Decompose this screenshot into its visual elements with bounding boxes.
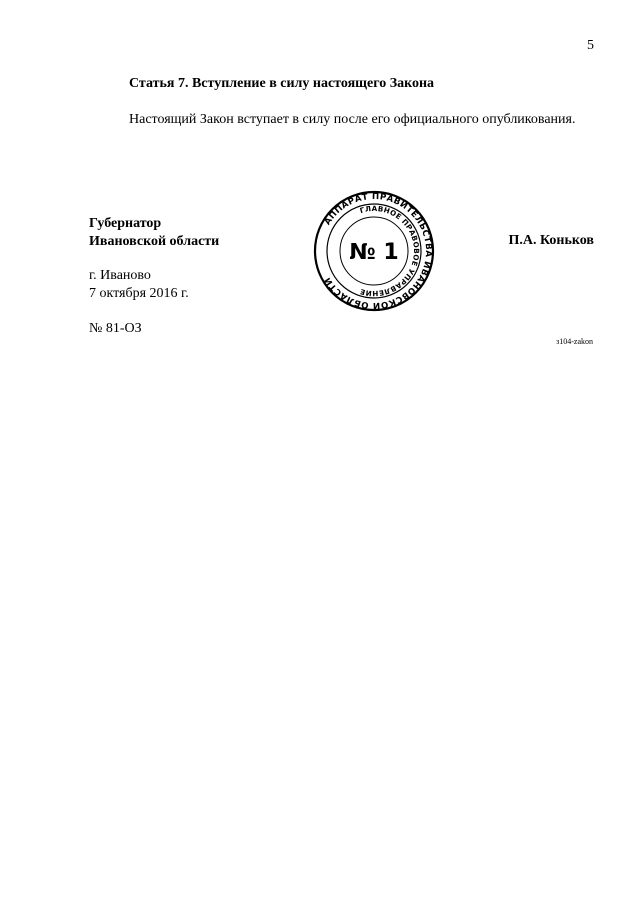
signer-title-line-1: Губернатор <box>89 216 162 231</box>
date: 7 октября 2016 г. <box>89 286 189 301</box>
place: г. Иваново <box>89 268 151 283</box>
article-heading: Статья 7. Вступление в силу настоящего Закона <box>129 76 435 91</box>
stamp-center-number: № 1 <box>349 240 399 265</box>
page-number: 5 <box>587 38 594 53</box>
article-body: Настоящий Закон вступает в силу после его официального опубликования. <box>129 112 576 127</box>
stamp-ring-text: АППАРАТ ПРАВИТЕЛЬСТВА ИВАНОВСКОЙ ОБЛАСТИ <box>322 191 434 311</box>
law-number: № 81-ОЗ <box>89 321 142 336</box>
signer-name: П.А. Коньков <box>508 233 594 248</box>
official-stamp <box>313 190 435 312</box>
place-date <box>89 267 189 303</box>
signer-title-line-2: Ивановской области <box>89 234 220 249</box>
signer-title <box>89 215 219 251</box>
file-code: з104-zakon <box>556 337 593 346</box>
stamp-inner-text: ГЛАВНОЕ ПРАВОВОЕ УПРАВЛЕНИЕ <box>358 203 422 299</box>
